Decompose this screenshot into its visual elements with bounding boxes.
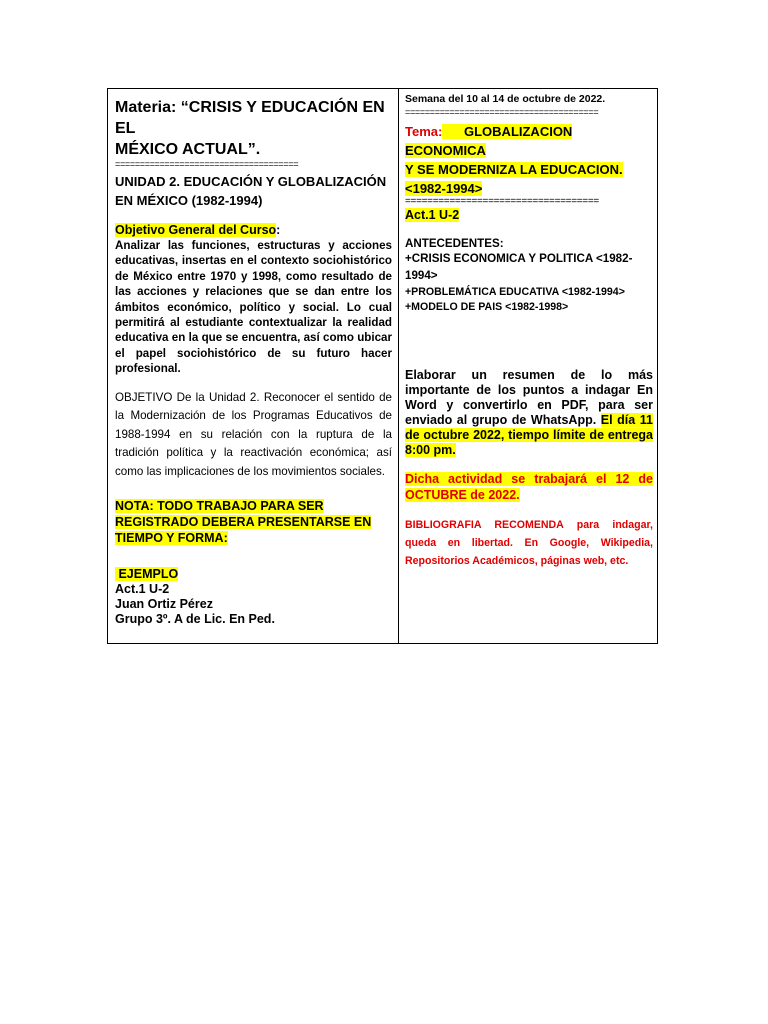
bibliografia bbox=[405, 516, 653, 570]
ejemplo-title: EJEMPLO bbox=[115, 567, 179, 582]
elaborar-text: Elaborar un resumen de lo más importante de los puntos a indagar En Word y convertirlo en PDF, para ser enviado al grupo de WhatsApp. bbox=[405, 368, 653, 427]
dicha-text: Dicha actividad se trabajará el 12 de OCTUBRE de 2022. bbox=[405, 472, 653, 502]
elaborar-deadline: El día 11 de octubre 2022, tiempo límite de entrega 8:00 pm. bbox=[405, 413, 653, 457]
tema-label: Tema: bbox=[405, 124, 443, 139]
objetivo-body: Analizar las funciones, estructuras y acciones educativas, insertas en el contexto sociohistórico de México entre 1970 y 1998, como resultado de las acciones y relaciones que se dan entre los ámbitos económico, político y social. Lo cual permitirá al estudiante contextualizar la realidad educativa en la que se encuentra, así como ubicar el papel sociohistórico de su futuro hacer profesional. bbox=[115, 239, 392, 376]
nota-line-2: REGISTRADO DEBERA PRESENTARSE EN bbox=[115, 515, 372, 530]
left-column bbox=[108, 89, 399, 643]
document-table bbox=[107, 88, 658, 644]
ejemplo-heading bbox=[115, 567, 392, 582]
antecedentes-item-3: +MODELO DE PAIS <1982-1998> bbox=[405, 301, 569, 313]
nota bbox=[115, 498, 392, 546]
antecedentes-item-1a: +CRISIS ECONOMICA Y POLITICA <1982- bbox=[405, 252, 633, 265]
ejemplo-line: Juan Ortiz Pérez bbox=[115, 597, 213, 612]
materia-line-1: Materia: “CRISIS Y EDUCACIÓN EN EL bbox=[115, 99, 385, 137]
antecedentes-title: ANTECEDENTES: bbox=[405, 237, 504, 250]
separator: ======================================= bbox=[405, 108, 599, 116]
tema-line-2: Y SE MODERNIZA LA EDUCACION. bbox=[405, 162, 623, 177]
act-text: Act.1 U-2 bbox=[405, 208, 460, 222]
act-label bbox=[405, 207, 653, 223]
elaborar-instructions bbox=[405, 368, 653, 458]
unidad-line-1: UNIDAD 2. EDUCACIÓN Y GLOBALIZACIÓN bbox=[115, 174, 387, 189]
antecedentes-item-1b: 1994> bbox=[405, 268, 438, 282]
nota-line-3: TIEMPO Y FORMA: bbox=[115, 531, 228, 546]
objetivo-heading bbox=[115, 223, 392, 238]
objetivo-unidad: OBJETIVO De la Unidad 2. Reconocer el sentido de la Modernización de los Programas Educativos de 1988-1994 en su relación con la ruptura de la tradición política y la reactivación económica; así como las implicaciones de los movimientos sociales. bbox=[115, 390, 392, 478]
bibliografia-text: BIBLIOGRAFIA RECOMENDA para indagar, queda en libertad. En Google, Wikipedia, Repositorios Académicos, páginas web, etc. bbox=[405, 519, 653, 567]
antecedentes-item-1 bbox=[405, 251, 653, 284]
materia-title bbox=[115, 97, 392, 160]
unidad-title bbox=[115, 172, 392, 210]
tema-gap bbox=[442, 124, 464, 139]
ejemplo-line: Act.1 U-2 bbox=[115, 582, 170, 597]
dicha-text-wrap bbox=[405, 471, 653, 503]
ejemplo-line: Grupo 3º. A de Lic. En Ped. bbox=[115, 612, 275, 627]
tema bbox=[405, 122, 653, 198]
separator: =================================== bbox=[405, 198, 599, 206]
nota-line-1: NOTA: TODO TRABAJO PARA SER bbox=[115, 499, 324, 514]
tema-line-3: <1982-1994> bbox=[405, 181, 483, 196]
objetivo-title: Objetivo General del Curso bbox=[115, 223, 277, 237]
right-column bbox=[399, 89, 657, 643]
semana-text: Semana del 10 al 14 de octubre de 2022. bbox=[405, 93, 606, 105]
unidad-line-2: EN MÉXICO (1982-1994) bbox=[115, 193, 263, 208]
objetivo-colon: : bbox=[276, 223, 281, 237]
materia-line-2: MÉXICO ACTUAL”. bbox=[115, 141, 261, 158]
separator: ===================================== bbox=[115, 160, 299, 168]
antecedentes-item-2: +PROBLEMÁTICA EDUCATIVA <1982-1994> bbox=[405, 286, 625, 298]
tema-line-1: GLOBALIZACION ECONOMICA bbox=[405, 124, 573, 158]
